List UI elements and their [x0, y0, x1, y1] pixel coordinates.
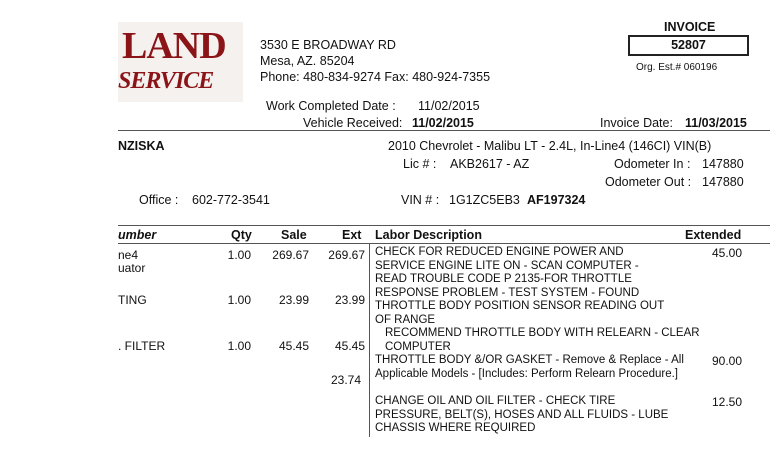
- labor-item-1-amount: 45.00: [711, 246, 742, 260]
- part-sale: 45.45: [278, 339, 309, 353]
- logo-line1: LAND: [122, 25, 226, 67]
- part-desc: TING: [118, 293, 147, 307]
- table-header-rule: [118, 243, 770, 244]
- col-part-number: umber: [118, 228, 157, 242]
- customer-name: NZISKA: [118, 139, 165, 153]
- invoice-title: INVOICE: [664, 20, 716, 34]
- vehicle-received-value: 11/02/2015: [412, 116, 474, 130]
- lic-value: AKB2617 - AZ: [450, 157, 530, 171]
- vehicle-received-label: Vehicle Received:: [303, 116, 403, 130]
- invoice-number: 52807: [628, 35, 749, 56]
- table-top-rule: [118, 225, 770, 226]
- labor-item-1: CHECK FOR REDUCED ENGINE POWER AND SERVICE ENGINE LITE ON - SCAN COMPUTER - READ TROUBLE CODE P 2135-FOR THROTTLE RESPONSE PROBLEM - TEST SYSTEM - FOUND THROTTLE BODY POSITION SENSOR READING OUT OF RANGE: [375, 246, 665, 326]
- col-ext: Ext: [342, 228, 362, 242]
- shop-phone: Phone: 480-834-9274 Fax: 480-924-7355: [260, 70, 491, 84]
- shop-address: 3530 E BROADWAY RD: [260, 38, 396, 52]
- header-divider: [118, 130, 770, 131]
- shop-logo: [118, 22, 243, 102]
- org-est: Org. Est.# 060196: [636, 62, 718, 73]
- lic-label: Lic # :: [403, 157, 437, 171]
- odometer-in-value: 147880: [702, 157, 744, 171]
- col-qty: Qty: [231, 228, 252, 242]
- part-sale: 23.99: [278, 293, 309, 307]
- odometer-in-label: Odometer In :: [614, 157, 691, 171]
- parts-subtotal: 23.74: [330, 373, 361, 387]
- col-extended: Extended: [685, 228, 742, 242]
- part-sale: 269.67: [272, 248, 309, 262]
- vehicle-description: 2010 Chevrolet - Malibu LT - 2.4L, In-Line4 (146CI) VIN(B): [388, 139, 712, 153]
- vin-suffix: AF197324: [527, 193, 586, 207]
- col-labor-description: Labor Description: [375, 228, 482, 242]
- part-desc: . FILTER: [118, 339, 166, 353]
- part-ext: 45.45: [334, 339, 365, 353]
- vin-label: VIN # :: [401, 193, 440, 207]
- work-completed-value: 11/02/2015: [418, 99, 480, 113]
- vin-prefix: 1G1ZC5EB3: [449, 193, 520, 207]
- office-label: Office :: [139, 193, 179, 207]
- shop-city: Mesa, AZ. 85204: [260, 54, 355, 68]
- part-qty: 1.00: [227, 293, 251, 307]
- work-completed-label: Work Completed Date :: [266, 99, 396, 113]
- labor-item-3-amount: 90.00: [711, 354, 742, 368]
- part-qty: 1.00: [227, 339, 251, 353]
- invoice-date-label: Invoice Date:: [600, 116, 673, 130]
- table-column-divider: [369, 243, 370, 437]
- office-phone: 602-772-3541: [192, 193, 270, 207]
- part-ext: 269.67: [328, 248, 365, 262]
- odometer-out-label: Odometer Out :: [605, 175, 692, 189]
- part-desc: ne4: [118, 248, 139, 262]
- logo-line2: SERVICE: [118, 68, 214, 94]
- part-qty: 1.00: [227, 248, 251, 262]
- col-sale: Sale: [281, 228, 307, 242]
- labor-item-4-amount: 12.50: [711, 395, 742, 409]
- part-desc-2: uator: [118, 261, 146, 275]
- odometer-out-value: 147880: [702, 175, 744, 189]
- labor-item-4: CHANGE OIL AND OIL FILTER - CHECK TIRE PRESSURE, BELT(S), HOSES AND ALL FLUIDS - LUBE CHASSIS WHERE REQUIRED: [375, 395, 669, 434]
- labor-item-2: RECOMMEND THROTTLE BODY WITH RELEARN - CLEAR COMPUTER: [385, 327, 700, 353]
- labor-item-3: THROTTLE BODY &/OR GASKET - Remove & Replace - All Applicable Models - [Includes: Perform Relearn Procedure.]: [375, 354, 684, 380]
- invoice-date-value: 11/03/2015: [685, 116, 747, 130]
- part-ext: 23.99: [334, 293, 365, 307]
